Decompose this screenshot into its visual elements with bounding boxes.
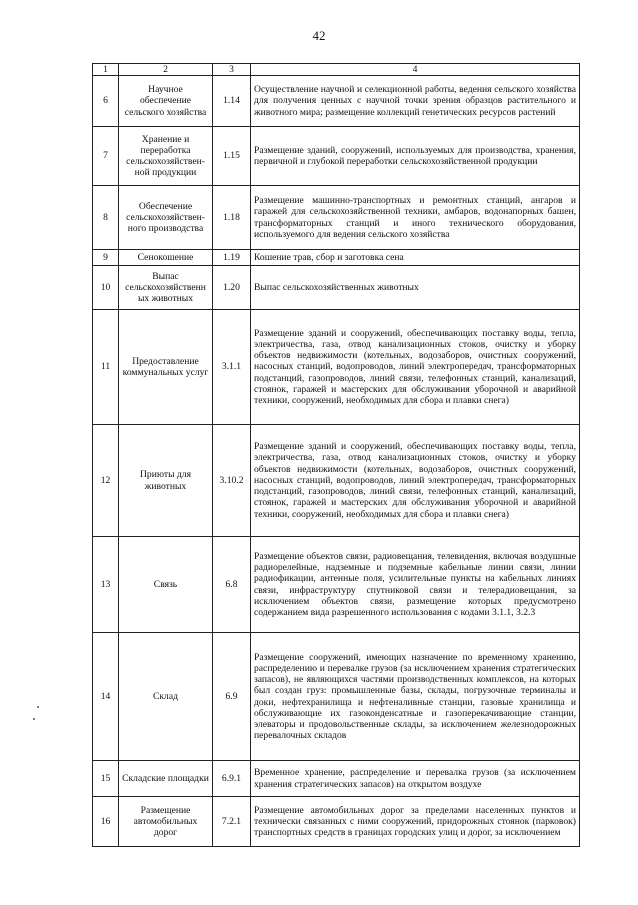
row-number: 11 (93, 310, 119, 425)
scan-speck (37, 706, 39, 708)
use-description: Осуществление научной и селекционной работы, ведения сельского хозяйства для получения ценных с научной точки зрения образцов растительного и животного мира; размещение коллекций генетических ресурсов растений (251, 76, 580, 127)
use-name: Хранение и переработка сельскохозяйствен-ной продукции (119, 127, 213, 186)
use-description: Размещение автомобильных дорог за пределами населенных пунктов и технически связанных с ними сооружений, придорожных стоянок (парковок) транспортных средств в границах городских улиц и дорог, за исключением (251, 797, 580, 847)
use-name: Выпас сельскохозяйственных животных (119, 266, 213, 310)
use-code: 3.10.2 (213, 425, 251, 537)
use-code: 6.9.1 (213, 761, 251, 797)
row-number: 8 (93, 186, 119, 250)
row-number: 7 (93, 127, 119, 186)
use-code: 1.15 (213, 127, 251, 186)
land-use-table (92, 63, 580, 847)
use-description: Размещение зданий и сооружений, обеспечивающих поставку воды, тепла, электричества, газа, отвод канализационных стоков, очистку и уборку объектов недвижимости (котельных, водозаборов, очистных сооружений, насосных станций, водопроводов, линий электропередач, трансформаторных подстанций, газопроводов, линий связи, телефонных станций, канализаций, стоянок, гаражей и мастерских для обслуживания уборочной и аварийной техники, сооружений, необходимых для сбора и плавки снега) (251, 310, 580, 425)
use-code: 3.1.1 (213, 310, 251, 425)
use-name: Склад (119, 633, 213, 761)
use-code: 6.8 (213, 537, 251, 633)
use-code: 6.9 (213, 633, 251, 761)
table-row (93, 76, 580, 127)
use-name: Складские площадки (119, 761, 213, 797)
scan-speck (33, 718, 35, 720)
row-number: 9 (93, 250, 119, 266)
table-row (93, 797, 580, 847)
use-description: Размещение зданий, сооружений, используемых для производства, хранения, первичной и глубокой переработки сельскохозяйственной продукции (251, 127, 580, 186)
table-row (93, 425, 580, 537)
use-code: 1.19 (213, 250, 251, 266)
use-description: Размещение машинно-транспортных и ремонтных станций, ангаров и гаражей для сельскохозяйственной техники, амбаров, водонапорных башен, трансформаторных станций и иного технического оборудования, используемого для ведения сельского хозяйства (251, 186, 580, 250)
use-name: Научное обеспечение сельского хозяйства (119, 76, 213, 127)
header-cell: 1 (93, 64, 119, 76)
row-number: 16 (93, 797, 119, 847)
header-cell: 4 (251, 64, 580, 76)
table-row (93, 127, 580, 186)
table-row (93, 537, 580, 633)
row-number: 15 (93, 761, 119, 797)
use-code: 1.20 (213, 266, 251, 310)
use-code: 7.2.1 (213, 797, 251, 847)
use-code: 1.14 (213, 76, 251, 127)
row-number: 10 (93, 266, 119, 310)
use-name: Предоставление коммунальных услуг (119, 310, 213, 425)
page-number: 42 (312, 28, 326, 43)
row-number: 12 (93, 425, 119, 537)
row-number: 6 (93, 76, 119, 127)
table-header-row (93, 64, 580, 76)
table-row (93, 761, 580, 797)
row-number: 14 (93, 633, 119, 761)
use-name: Размещение автомобильных дорог (119, 797, 213, 847)
use-name: Обеспечение сельскохозяйствен-ного производства (119, 186, 213, 250)
table-row (93, 266, 580, 310)
use-description: Размещение зданий и сооружений, обеспечивающих поставку воды, тепла, электричества, газа, отвод канализационных стоков, очистку и уборку объектов недвижимости (котельных, водозаборов, очистных сооружений, насосных станций, водопроводов, линий электропередач, трансформаторных подстанций, газопроводов, линий связи, телефонных станций, канализаций, стоянок, гаражей и мастерских для обслуживания уборочной и аварийной техники, сооружений, необходимых для сбора и плавки снега) (251, 425, 580, 537)
header-cell: 3 (213, 64, 251, 76)
use-name: Связь (119, 537, 213, 633)
table-row (93, 186, 580, 250)
table-row (93, 633, 580, 761)
use-description: Кошение трав, сбор и заготовка сена (251, 250, 580, 266)
use-description: Выпас сельскохозяйственных животных (251, 266, 580, 310)
row-number: 13 (93, 537, 119, 633)
use-name: Сенокошение (119, 250, 213, 266)
table-row (93, 250, 580, 266)
header-cell: 2 (119, 64, 213, 76)
table-row (93, 310, 580, 425)
use-description: Временное хранение, распределение и перевалка грузов (за исключением хранения стратегических запасов) на открытом воздухе (251, 761, 580, 797)
use-description: Размещение сооружений, имеющих назначение по временному хранению, распределению и перевалке грузов (за исключением хранения стратегических запасов), не являющихся частями производственных комплексов, на которых был создан груз: промышленные базы, склады, погрузочные терминалы и доки, нефтехранилища и нефтеналивные станции, газовые хранилища и обслуживающие их газоконденсатные и газоперекачивающие станции, элеваторы и продовольственные склады, за исключением железнодорожных перевалочных складов (251, 633, 580, 761)
use-description: Размещение объектов связи, радиовещания, телевидения, включая воздушные радиорелейные, надземные и подземные кабельные линии связи, линии радиофикации, антенные поля, усилительные пункты на кабельных линиях связи, инфраструктуру спутниковой связи и телерадиовещания, за исключением объектов связи, размещение которых предусмотрено содержанием вида разрешенного использования с кодами 3.1.1, 3.2.3 (251, 537, 580, 633)
use-code: 1.18 (213, 186, 251, 250)
use-name: Приюты для животных (119, 425, 213, 537)
